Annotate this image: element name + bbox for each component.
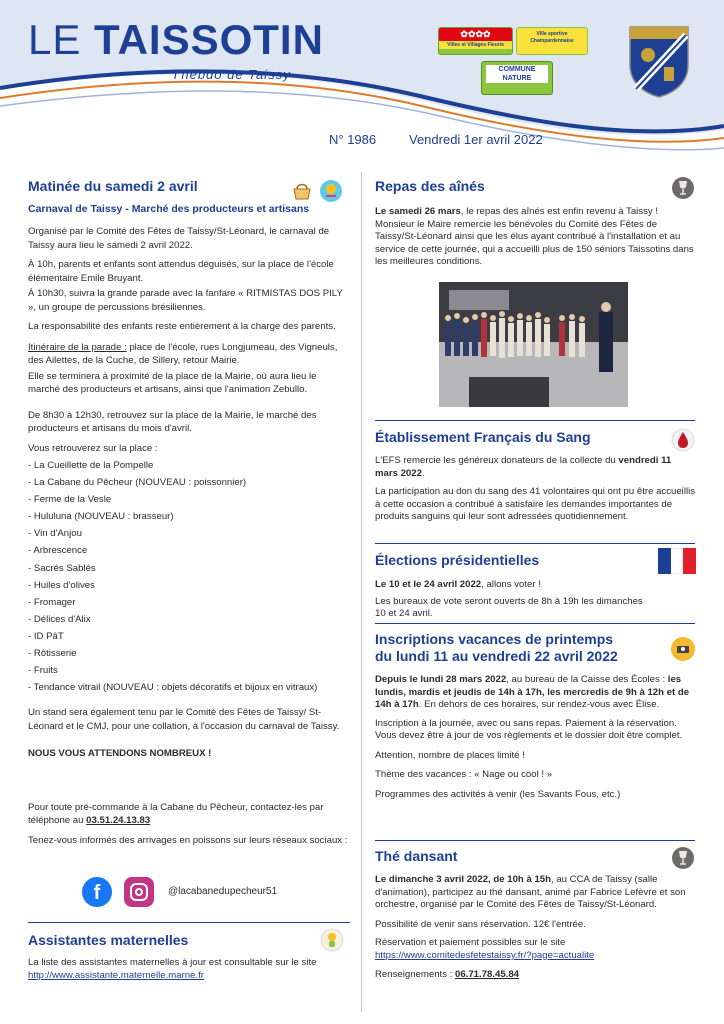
article-elections <box>375 552 655 627</box>
paragraph: Tenez-vous informés des arrivages en poissons sur leurs réseaux sociaux : <box>28 834 348 846</box>
comite-link[interactable]: https://www.comitedesfetestaissy.fr/?page=actualite <box>375 949 595 961</box>
article-title: Thé dansant <box>375 848 458 864</box>
section-divider <box>375 840 695 841</box>
title-main: TAISSOTIN <box>94 16 324 63</box>
newsletter-title <box>28 18 324 62</box>
article-efs <box>375 429 695 530</box>
phone-link[interactable]: 03.51.24.13.83 <box>86 815 151 827</box>
article-title: Matinée du samedi 2 avril <box>28 178 198 194</box>
article-title: Établissement Français du Sang <box>375 429 591 445</box>
paragraph: NOUS VOUS ATTENDONS NOMBREUX ! <box>28 748 212 760</box>
list-item: - ID PâT <box>28 630 64 642</box>
paragraph: Vous retrouverez sur la place : <box>28 442 158 454</box>
phone-link[interactable]: 06.71.78.45.84 <box>455 969 520 981</box>
article-subtitle: Carnaval de Taissy - Marché des producteurs et artisans <box>28 203 310 215</box>
assistantes-link[interactable]: http://www.assistante.maternelle.marne.fr <box>28 969 204 981</box>
facebook-icon[interactable]: f <box>82 877 112 907</box>
paragraph: La liste des assistantes maternelles à jour est consultable sur le site http://www.assistante.maternelle.marne.fr <box>28 957 317 981</box>
article-title: Repas des aînés <box>375 178 485 194</box>
issue-date: Vendredi 1er avril 2022 <box>409 132 543 147</box>
repas-photo <box>439 282 628 407</box>
article-title: Inscriptions vacances de printemps <box>375 631 614 647</box>
paragraph: La participation au don du sang des 41 volontaires qui ont pu être accueillis à cette occasion a contribué à satisfaire les demandes importantes de produits sanguins qui leur sont adressées quotidiennement. <box>375 486 696 523</box>
issue-number: N° 1986 <box>329 132 377 147</box>
list-item: - Vin d'Anjou <box>28 528 82 540</box>
wine-glass-icon <box>671 176 695 200</box>
villes-fleuris-label: ✿✿✿✿ Villes et Villages Fleuris <box>438 27 513 55</box>
list-item: - Arbrescence <box>28 545 88 557</box>
article-the-dansant <box>375 848 695 988</box>
list-item: - La Cueillette de la Pompelle <box>28 460 154 471</box>
paragraph: Inscription à la journée, avec ou sans repas. Paiement à la réservation. Vous devez être à jour de vos règlements et le dossier doit être complet. <box>375 717 683 742</box>
paragraph: À 10h, parents et enfants sont attendus déguisés, sur la place de l'école élémentaire Emile Bruyant. <box>28 259 334 284</box>
paragraph: Itinéraire de la parade : place de l'école, rues Longjumeau, des Vigneuls, des Ailettes, de la Cuche, de Sillery, retour Mairie. <box>28 341 338 366</box>
article-repas <box>375 178 695 275</box>
paragraph: Réservation et paiement possibles sur le site https://www.comitedesfetestaissy.fr/?page=actualite <box>375 937 595 961</box>
section-divider <box>375 623 695 624</box>
paragraph: Les bureaux de vote seront ouverts de 8h à 19h les dimanches 10 et 24 avril. <box>375 595 643 620</box>
section-divider <box>375 420 695 421</box>
paragraph: Le samedi 26 mars, le repas des aînés est enfin revenu à Taissy ! Monsieur le Maire remercie les bénévoles du Comité des Fêtes de Taissy/St-Léonard ainsi que les élus ayant contribué à l'installation et au service de cette journée, qui a accueilli plus de 150 séniors Taissotins dans les meilleures conditions. <box>375 206 694 268</box>
paragraph: Thème des vacances : « Nage ou cool ! » <box>375 769 553 781</box>
paragraph: Elle se terminera à proximité de la place de la Mairie, où aura lieu le marché des producteurs et artisans, ainsi que l'animation Zebullo. <box>28 370 317 395</box>
paragraph: Organisé par le Comité des Fêtes de Taissy/St-Léonard, le carnaval de Taissy aura lieu le samedi 2 avril 2022. <box>28 226 330 251</box>
paragraph: Pour toute pré-commande à la Cabane du Pêcheur, contactez-les par téléphone au 03.51.24.13.83 <box>28 801 324 827</box>
section-divider <box>28 922 350 923</box>
masthead <box>0 0 724 160</box>
itinerary-label: Itinéraire de la parade : <box>28 341 127 353</box>
newsletter-subtitle: l'hebdo de Taissy <box>174 67 291 82</box>
paragraph: De 8h30 à 12h30, retrouvez sur la place de la Mairie, le marché des producteurs et artisans du mois d'avril. <box>28 409 317 434</box>
stands-list <box>28 457 350 696</box>
basket-icon <box>291 180 313 202</box>
baby-icon <box>320 928 344 952</box>
list-item: - Rôtisserie <box>28 648 77 660</box>
article-assistantes <box>28 932 350 988</box>
title-prefix: LE <box>28 16 82 63</box>
section-divider <box>375 543 695 544</box>
instagram-icon[interactable] <box>124 877 154 907</box>
paragraph: Programmes des activités à venir (les Savants Fous, etc.) <box>375 788 621 800</box>
list-item: - Huiles d'olives <box>28 579 95 591</box>
french-flag-icon <box>658 548 696 574</box>
social-links <box>82 877 322 913</box>
list-item: - Ferme de la Vesle <box>28 494 112 506</box>
commune-nature-label: COMMUNE NATURE <box>481 61 553 95</box>
article-title: Assistantes maternelles <box>28 932 189 948</box>
photo-illustration <box>439 282 628 407</box>
list-item: - Tendance vitrail (NOUVEAU : objets décoratifs et bijoux en vitraux) <box>28 682 318 694</box>
paragraph: La responsabilité des enfants reste entièrement à la charge des parents. <box>28 321 336 332</box>
paragraph: Depuis le lundi 28 mars 2022, au bureau de la Caisse des Écoles : les lundis, mardis et jeudis de 14h à 17h, les mercredis de 9h à 12h et de 14h à 17h. En dehors de ces horaires, sur rendez-vous avec Élise. <box>375 674 690 711</box>
carnival-icon <box>319 179 343 203</box>
wine-glass-icon <box>671 846 695 870</box>
article-matinee <box>28 178 350 853</box>
paragraph: Attention, nombre de places limité ! <box>375 749 525 761</box>
list-item: - Fromager <box>28 596 76 608</box>
paragraph: Un stand sera également tenu par le Comité des Fêtes de Taissy/ St-Léonard et le CMJ, pour une collation, à l'occasion du carnaval de Taissy. <box>28 707 340 732</box>
holiday-icon <box>670 636 696 662</box>
list-item: - Sacrés Sablés <box>28 562 96 574</box>
list-item: - Délices d'Alix <box>28 613 91 625</box>
list-item: - La Cabane du Pêcheur (NOUVEAU : poissonnier) <box>28 477 247 489</box>
paragraph: L'EFS remercie les généreux donateurs de la collecte du vendredi 11 mars 2022. <box>375 455 672 479</box>
article-title-line2: du lundi 11 au vendredi 22 avril 2022 <box>375 648 618 664</box>
paragraph: Le dimanche 3 avril 2022, de 10h à 15h, au CCA de Taissy (salle d'animation), participez au thé dansant, animé par Fabrice Lefèvre et son orchestre, organisé par le Comité des Fêtes de Taissy/St-Léonard. <box>375 874 686 911</box>
list-item: - Fruits <box>28 665 58 677</box>
column-divider <box>361 172 362 1012</box>
flowers-icon: ✿✿✿✿ <box>439 28 512 41</box>
paragraph: À 10h30, suivra la grande parade avec la fanfare « RITMISTAS DOS PILY », un groupe de percussions brésiliennes. <box>28 288 343 313</box>
ville-sportive-label: Ville sportive Champardennaise <box>516 27 588 55</box>
paragraph: Renseignements : 06.71.78.45.84 <box>375 969 520 981</box>
social-handle: @lacabanedupecheur51 <box>168 886 278 897</box>
article-title: Élections présidentielles <box>375 552 540 568</box>
taissy-crest-icon <box>628 25 690 99</box>
paragraph: Le 10 et le 24 avril 2022, allons voter ! <box>375 579 541 590</box>
paragraph: Possibilité de venir sans réservation. 12€ l'entrée. <box>375 918 586 930</box>
blood-drop-icon <box>671 428 695 452</box>
article-inscriptions <box>375 631 695 807</box>
list-item: - Hululuna (NOUVEAU : brasseur) <box>28 511 174 523</box>
quality-labels <box>438 27 598 99</box>
